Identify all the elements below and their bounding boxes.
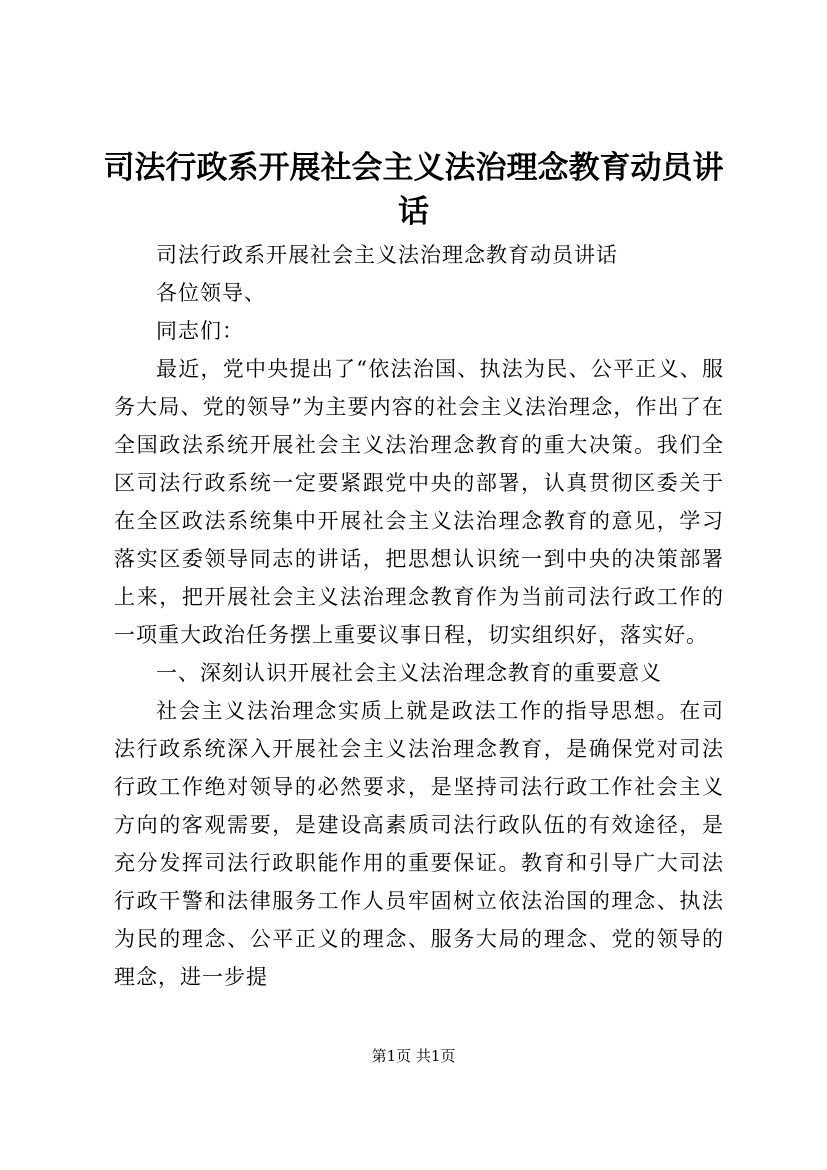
subtitle-paragraph: 司法行政系开展社会主义法治理念教育动员讲话 <box>156 243 618 267</box>
document-title: 司法行政系开展社会主义法治理念教育动员讲话 <box>103 150 724 230</box>
section-heading: 一、深刻认识开展社会主义法治理念教育的重要意义 <box>156 661 662 685</box>
page-number-footer: 第1页 共1页 <box>371 1047 456 1065</box>
salutation-line-2: 同志们： <box>156 319 244 343</box>
intro-paragraph: 最近，党中央提出了“依法治国、执法为民、公平正义、服务大局、党的领导”为主要内容的社会主义法治理念，作出了在全国政法系统开展社会主义法治理念教育的重大决策。我们全区司法行政系统一定要紧跟党中央的部署，认真贯彻区委关于在全区政法系统集中开展社会主义法治理念教育的意见，学习落实区委领导同志的讲话，把思想认识统一到中央的决策部署上来，把开展社会主义法治理念教育作为当前司法行政工作的一项重大政治任务摆上重要议事日程，切实组织好，落实好。 <box>114 357 724 647</box>
salutation-line-1: 各位领导、 <box>156 281 266 305</box>
document-body <box>114 236 724 996</box>
section-paragraph: 社会主义法治理念实质上就是政法工作的指导思想。在司法行政系统深入开展社会主义法治理念教育，是确保党对司法行政工作绝对领导的必然要求，是坚持司法行政工作社会主义方向的客观需要，是建设高素质司法行政队伍的有效途径，是充分发挥司法行政职能作用的重要保证。教育和引导广大司法行政干警和法律服务工作人员牢固树立依法治国的理念、执法为民的理念、公平正义的理念、服务大局的理念、党的领导的理念，进一步提 <box>114 699 724 989</box>
